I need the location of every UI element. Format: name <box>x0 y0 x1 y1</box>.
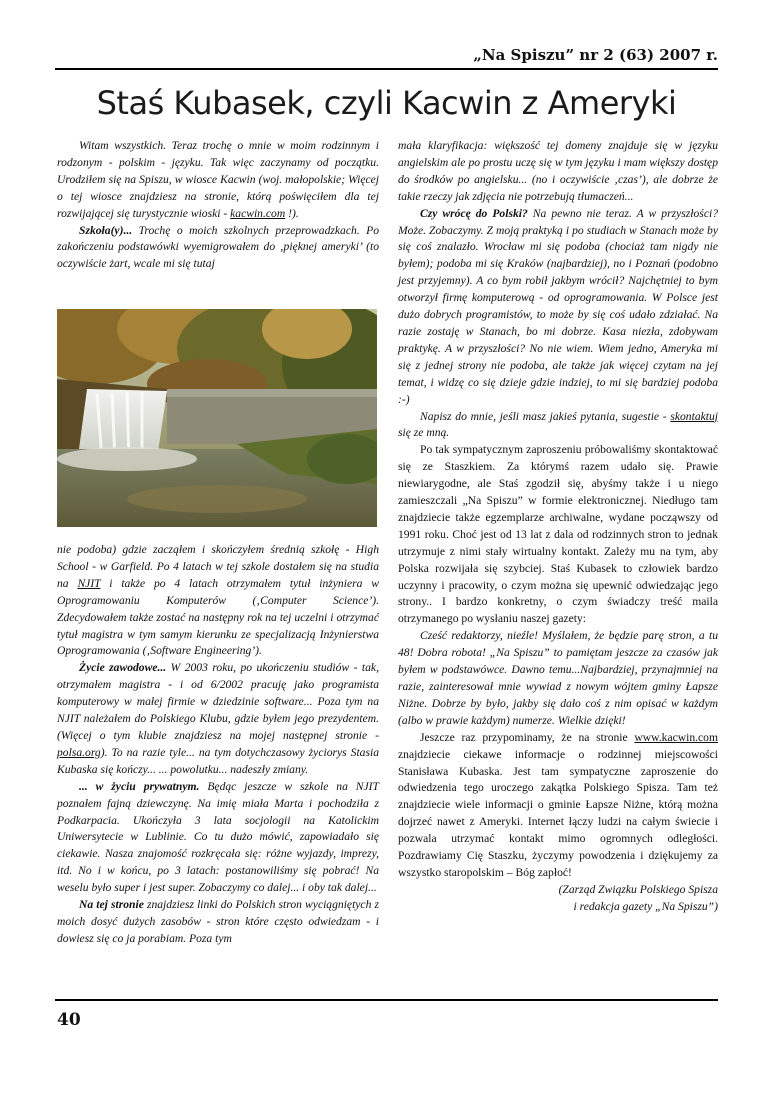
paragraph-intro <box>57 138 379 223</box>
links-heading: Na tej stronie <box>79 898 144 912</box>
intro-text: Witam wszystkich. Teraz trochę o mnie w moim rodzinnym i rodzonym - polskim - języku. Tak więc zaczynamy od początku. Urodziłem się na Spiszu, w wiosce Kacwin (woj. małopolskie; Więcej o tej wiosce znajdziesz na stronie, którą poświęciłem dla tej rozwijającej się turystycznie wioski - <box>57 139 379 220</box>
footer-rule <box>55 999 718 1001</box>
paragraph-private <box>57 779 379 897</box>
paragraph-clarification: mała klaryfikacja: większość tej domeny znajduje się w języku angielskim ale po prostu uczę się w tym języku i mam większy dostęp do środków po angielsku... (no i oczywiście ‚czas’), ale dobrze że takie rzeczy jak zdjęcia nie potrzebują tłumaczeń... <box>398 139 718 203</box>
paragraph-return <box>398 206 718 409</box>
contact-text-a: Napisz do mnie, jeśli masz jakieś pytania, sugestie - <box>420 409 671 423</box>
njit-link[interactable]: NJIT <box>77 576 101 590</box>
links-text: znajdziesz linki do Polskich stron wyciągniętych z moich dosyć dużych zasobów - stron które często odwiedzam - i dowiesz się co ja porabiam. Poza tym <box>57 898 379 945</box>
return-heading: Czy wrócę do Polski? <box>420 206 528 220</box>
signature-line-1: (Zarząd Związku Polskiego Spisza <box>558 882 718 896</box>
polsa-link[interactable]: polsa.org <box>57 745 101 759</box>
reminder-text-a: Jeszcze raz przypominamy, że na stronie <box>420 730 635 744</box>
contact-link[interactable]: skontaktuj <box>670 409 718 423</box>
signature-line-2: i redakcja gazety „Na Spiszu”) <box>573 899 718 913</box>
page-number: 40 <box>57 1010 81 1030</box>
contact-text-b: się ze mną. <box>398 426 450 440</box>
header-rule <box>55 68 718 70</box>
left-column-top <box>57 138 379 273</box>
paragraph-editorial: Po tak sympatycznym zaproszeniu próbowaliśmy skontaktować się ze Staszkiem. Za którymś razem udało się. Prawie niewiarygodne, ale Staś zgodził się, abyśmy także i u niego zamieszczali „Na Spiszu” w formie elektronicznej. Niedługo tam znajdziecie także egzemplarze archiwalne, wydane począwszy od 1991 roku. Choć jest od 13 lat z dala od rodzinnych stron to jednak utrzymuje z nimi stały wirtualny kontakt. Zależy mu na tym, aby Polska rozwijała się szybciej. Staś Kubasek to człowiek bardzo uczynny i pracowity, o czym można się upewnić odwiedzając jego strony.. I bardzo konkretny, o czym świadczy treść maila otrzymanego po wysłaniu naszej gazety: <box>398 443 718 626</box>
return-text: Na pewno nie teraz. A w przyszłości? Może. Zobaczymy. Z moją praktyką i po studiach w Stanach może by się coś znalazło. Wrocław mi się podoba (chociaż tam nigdy nie byłem); podoba mi się Kraków (najbardziej), no i Poznań (podobno jest przyjemny). A co bym robił jakbym wrócił? Najchętniej to bym otworzył firmę komputerową - od oprogramowania. W Polsce jest dużo dobrych programistów, to może by się coś udało zdziałać. Na razie zostaję w Stanach, bo mi dobrze. Kasa niezła, zdobywam praktykę. A w przyszłości? No nie wiem. Wiem jedno, Ameryka mi się z jednej strony nie podoba, ale także jak więcej czytam na jej temat, i widzę co się dzieje gdzie indziej, to mi się bardziej podoba :-) <box>398 206 718 406</box>
paragraph-email-quote: Cześć redaktorzy, nieźle! Myślałem, że będzie parę stron, a tu 48! Dobra robota! „Na Spiszu” to pamiętam jeszcze za czasów jak byłem w podstawówce. Dawno temu...Najbardziej, przynajmniej na razie, zainteresował mnie wywiad z nowym wójtem gminy Łapsze Niżne. Dobrze by było, jakby się dało coś z nim opisać w każdym (albo w prawie każdym) numerze. Wielkie dzięki! <box>398 629 718 727</box>
paragraph-contact <box>398 409 718 443</box>
paragraph-studies <box>57 542 379 660</box>
kacwin-link[interactable]: kacwin.com <box>230 206 286 220</box>
career-heading: Życie zawodowe... <box>79 661 167 675</box>
right-column <box>398 138 718 916</box>
schools-text: Trochę o moich szkolnych przeprowadzkach. Po zakończeniu podstawówki wyemigrowałem do ‚pięknej ameryki’ (to oczywiście żart, wcale mi się tutaj <box>57 223 379 271</box>
paragraph-links <box>57 897 379 948</box>
reminder-text-b: znajdziecie ciekawe informacje o rodzinnej miejscowości Stanisława Kubaska. Jest tam sympatyczne zaproszenie do odwiedzenia tego uroczego zakątka Polskiego Spisza. Tam też znajdziecie wiele informacji o gminie Łapsze Niżne, którą można dojrzeć nawet z Ameryki. Internet łączy ludzi na całym świecie i pozwala utrzymać kontakt mimo ogromnych odległości. Pozdrawiamy Cię Staszku, życzymy powodzenia i dziękujemy za wszystko staropolskim – Bóg zapłoć! <box>398 747 718 879</box>
intro-end: !). <box>285 206 299 220</box>
journal-header: „Na Spiszu” nr 2 (63) 2007 r. <box>473 46 718 64</box>
private-text: Będąc jeszcze w szkole na NJIT poznałem fajną dziewczynę. Na imię miała Marta i pochodziła z Podkarpacia. Ukończyła 3 lata socjologii na Katolickim Uniwersytecie w Lublinie. Co tu dużo mówić, zapowiadało się ciekawie. Nasza znajomość rozkręcała się: różne wyjazdy, imprezy, itd. No i w końcu, po 3 latach: postanowiliśmy się pobrać! Na weselu było super i jest super. Zobaczymy co dalej... i oby tak dalej... <box>57 779 379 895</box>
studies-text-b: i także po 4 latach otrzymałem tytuł inżyniera w Oprogramowaniu Komputerów (‚Computer Science’). Zdecydowałem także zostać na następny rok na tej uczelni i otrzymać tytuł magistra w tym samym kierunku ze specjalizacją Inżynierstwa Oprogramowania (‚Software Engineering’). <box>57 576 379 658</box>
paragraph-reminder <box>398 730 718 882</box>
career-text-a: W 2003 roku, po ukończeniu studiów - tak, otrzymałem magistra - i od 6/2002 pracuję jako programista komputerowy w małej firmie w dziedzinie software... Poza tym na NJIT należałem do Polskiego Klubu, gdzie byłem jego prezydentem. (Więcej o tym klubie znajdziesz na mojej następnej stronie - <box>57 661 379 742</box>
studies-text-a: nie podoba) gdzie zacząłem i skończyłem średnią szkołę - High School - w Garfield. Po 4 latach w tej szkole dostałem się na studia na <box>57 543 379 590</box>
article-title: Staś Kubasek, czyli Kacwin z Ameryki <box>96 84 677 122</box>
schools-heading: Szkoła(y)... <box>79 223 133 237</box>
private-heading: ... w życiu prywatnym. <box>79 779 200 793</box>
paragraph-schools <box>57 223 379 274</box>
career-text-b: ). To na razie tyle... na tym dotychczasowy życiorys Stasia Kubaska się kończy... ... powolutku... nadeszły zmiany. <box>57 745 379 776</box>
left-column-bottom <box>57 542 379 948</box>
paragraph-career <box>57 660 379 778</box>
kacwin-www-link[interactable]: www.kacwin.com <box>634 730 718 744</box>
waterfall-image <box>57 309 377 527</box>
waterfall-photo <box>57 309 377 527</box>
